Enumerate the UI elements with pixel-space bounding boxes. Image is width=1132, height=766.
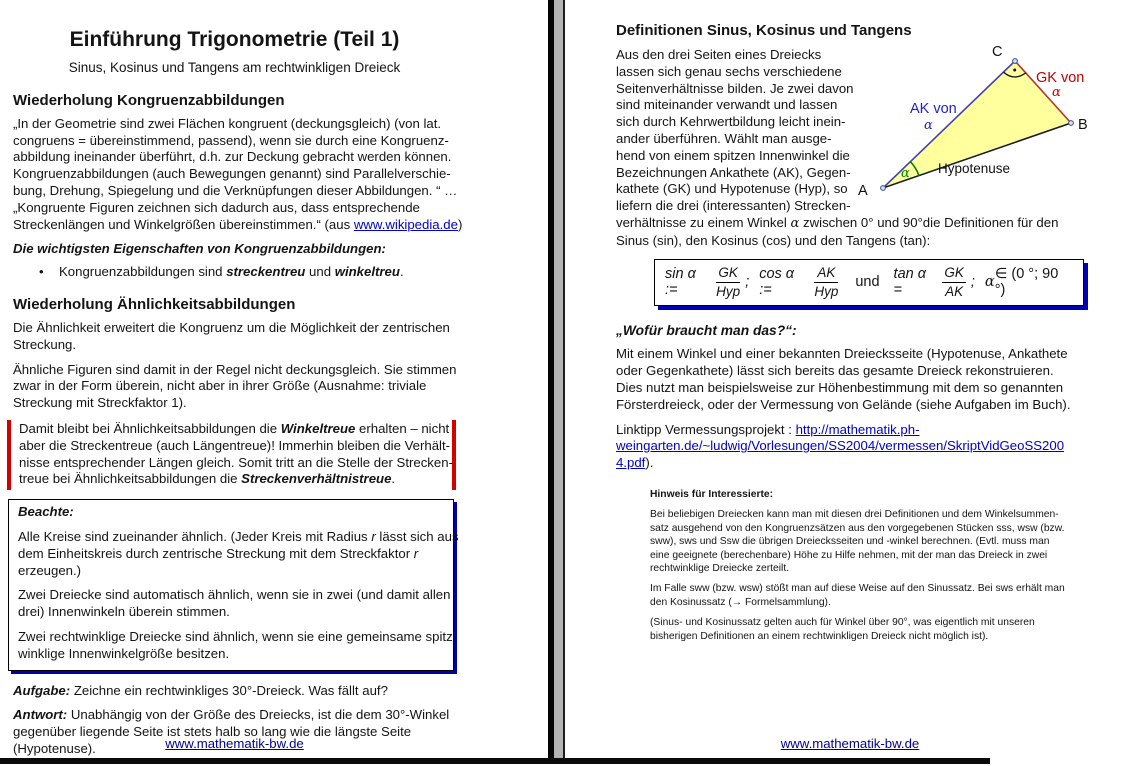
text-line: congruens = übereinstimmend, passend), wenn sie durch eine Kongruenz- <box>13 132 449 148</box>
text-line: Seitenverhältnisse bilden. Je zwei davon <box>616 80 854 96</box>
heading-kongruenzabbildungen: Wiederholung Kongruenzabbildungen <box>13 91 285 109</box>
red-box-seg: . <box>391 471 396 487</box>
text-line: Aus den drei Seiten eines Dreiecks <box>616 47 822 62</box>
bullet-text <box>59 264 404 281</box>
aehnlichkeit-paragraph-2 <box>13 362 456 412</box>
vertex-marker-b <box>1069 121 1074 126</box>
ak-alpha-symbol: α <box>924 118 933 133</box>
properties-heading: Die wichtigsten Eigenschaften von Kongruenzabbildungen: <box>13 241 386 257</box>
beachte-p1-line-3: erzeugen.) <box>18 562 82 578</box>
tan-denominator: AK <box>945 283 964 299</box>
hinweis-paragraph-2 <box>650 582 1084 609</box>
definitionen-intro <box>616 44 1088 250</box>
tan-numerator: GK <box>942 265 966 283</box>
text-line: rechtwinklige Dreiecke zerteilt. <box>650 562 790 574</box>
ak-label: AK von <box>910 101 957 117</box>
antwort-seg: Unabhängig von der Größe des Dreiecks, ist die dem 30°-Winkel <box>67 707 450 723</box>
text-line: Die Ähnlichkeit erweitert die Kongruenz um die Möglichkeit der zentrischen <box>13 319 450 335</box>
sin-definition: sin α := <box>665 266 696 299</box>
linktipp-line-1 <box>616 422 1084 439</box>
text-line: liefern die drei (interessanten) Strecken- <box>616 198 851 214</box>
intro-full-line-1 <box>616 215 1084 233</box>
intro-seg: verhältnisse zu einem Winkel <box>616 214 791 230</box>
text-line: drei) Innenwinkeln überein stimmen. <box>18 604 230 620</box>
page-subtitle: Sinus, Kosinus und Tangens am rechtwinkligen Dreieck <box>68 60 401 75</box>
red-box-seg: Damit bleibt bei Ähnlichkeitsabbildungen die <box>19 420 281 436</box>
text-line: Zwei Dreiecke sind automatisch ähnlich, wenn sie in zwei (und damit allen <box>18 587 451 603</box>
text-line: sich durch Kehrwertbildung leicht inein- <box>616 114 846 130</box>
bullet-seg: . <box>399 264 404 280</box>
text-line: bisherigen Definitionen an einem rechtwinkligen Dreieck nicht möglich ist). <box>650 630 989 642</box>
cos-numerator: AK <box>814 265 838 283</box>
vertex-label-c: C <box>992 44 1003 60</box>
cos-definition: cos α := <box>759 266 795 299</box>
text-line: Bezeichnungen Ankathete (AK), Gegen- <box>616 164 851 180</box>
gk-label: GK von <box>1036 70 1085 86</box>
beachte-p1-line-1 <box>18 528 459 546</box>
mathematik-bw-link[interactable]: www.mathematik-bw.de <box>780 736 920 752</box>
left-page-footer <box>13 736 456 753</box>
linktipp-line-2 <box>616 438 1084 455</box>
red-box-line-4 <box>19 471 448 488</box>
text-line: lassen sich genau sechs verschiedene <box>616 63 842 79</box>
text-line: Dies nutzt man beispielsweise zur Höhenbestimmung mit dem so genannten <box>616 379 1064 395</box>
text-line: eine geeignete (berechenbare) Höhe zu Hilfe nehmen, mit der man das Dreieck in zwei <box>650 549 1048 561</box>
vermessungsprojekt-link[interactable]: 4.pdf <box>616 455 646 471</box>
antwort-line-1 <box>13 707 456 724</box>
bullet-seg: und <box>305 264 335 280</box>
red-box-bold-streckenverhaeltnistreue: Streckenverhältnistreue <box>241 471 392 487</box>
aufgabe-text: Zeichne ein rechtwinkliges 30°-Dreieck. Was fällt auf? <box>70 682 388 698</box>
heading-definitionen: Definitionen Sinus, Kosinus und Tangens <box>616 22 912 39</box>
beachte-box <box>8 499 459 670</box>
cos-denominator: Hyp <box>814 283 839 299</box>
sin-numerator: GK <box>716 265 740 283</box>
tan-definition: tan α = <box>893 266 927 299</box>
bullet-bold-winkeltreu: winkeltreu <box>334 264 400 280</box>
wikipedia-link[interactable]: www.wikipedia.de <box>353 216 458 232</box>
beachte-italic-r: r <box>371 528 376 544</box>
aufgabe-label: Aufgabe: <box>13 682 71 698</box>
text-line: ander überführen. Wählt man ausge- <box>616 130 832 146</box>
text-line: den Kosinussatz (→ Formelsammlung). <box>650 596 831 608</box>
page-divider-thin-line <box>563 0 565 764</box>
linktipp-line-3 <box>616 455 1084 472</box>
text-line: sind miteinander verwandt und lassen <box>616 97 838 113</box>
quote-text-close: ) <box>457 216 463 232</box>
beachte-p1-line-2 <box>18 546 444 563</box>
domain-alpha: α <box>984 274 995 291</box>
vermessungsprojekt-link[interactable]: weingarten.de/~ludwig/Vorlesungen/SS2004/vermessen/SkriptVidGeoSS200 <box>616 438 1065 454</box>
beachte-heading: Beachte: <box>18 504 74 520</box>
intro-seg: zwischen 0° und 90°die Definitionen für den <box>799 214 1059 230</box>
hinweis-paragraph-1 <box>650 508 1084 575</box>
page-divider-gray-gap <box>554 0 563 764</box>
right-page <box>616 0 1088 650</box>
text-line: abbildung ineinander überführt, d.h. zur Deckung gebracht werden können. <box>13 149 452 165</box>
hypotenuse-label: Hypotenuse <box>938 161 1011 176</box>
vertex-label-a: A <box>858 183 868 199</box>
text-line: „In der Geometrie sind zwei Flächen kongruent (deckungsgleich) (von lat. <box>13 115 442 131</box>
vermessungsprojekt-link[interactable]: http://mathematik.ph- <box>795 421 920 437</box>
linktipp-suffix: ). <box>645 455 654 471</box>
domain-interval: ∈ (0 °; 90 °) <box>994 266 1059 299</box>
antwort-label: Antwort: <box>13 707 68 723</box>
text-line: bung, Drehung, Spiegelung und die Verknüpfungen dieser Abbildungen. “ … <box>13 182 458 198</box>
text-line: satz ausgehend von den Kongruenzsätzen aus den vorgegebenen Stücken sss, wsw (bzw. <box>650 522 1065 534</box>
text-line: Zwei rechtwinklige Dreiecke sind ähnlich, wenn sie eine gemeinsame spitz- <box>18 628 458 644</box>
tan-fraction <box>942 265 966 300</box>
text-line: hend von einem spitzen Innenwinkel die <box>616 147 850 163</box>
right-page-footer <box>616 736 1084 753</box>
triangle-diagram <box>846 39 1102 203</box>
red-box-line-2: aber die Streckentreue (auch Längentreue)! Immerhin bleiben die Verhält- <box>19 437 451 453</box>
beachte-seg: dem Einheitskreis durch zentrische Streckung mit dem Streckfaktor <box>18 545 414 561</box>
text-line: Mit einem Winkel und einer bekannten Dreiecksseite (Hypotenuse, Ankathete <box>616 346 1068 362</box>
bullet-seg: Kongruenzabbildungen sind <box>59 264 227 280</box>
sin-denominator: Hyp <box>716 283 741 299</box>
text-line: oder Gegenkathete) lässt sich bereits das gesamte Dreieck rekonstruieren. <box>616 363 1054 379</box>
gk-alpha-symbol: α <box>1052 85 1061 100</box>
text-line: sww), sws und Ssw die übrigen Dreiecksseiten und -winkel berechnen. (Evtl. muss man <box>650 536 1050 548</box>
vertex-marker-c <box>1013 59 1018 64</box>
hinweis-heading: Hinweis für Interessierte: <box>650 488 774 500</box>
antwort-line-2: gegenüber liegende Seite ist stets halb so lang wie die längste Seite <box>13 724 412 740</box>
text-line: Streckung. <box>13 336 77 352</box>
text-line: Streckung mit Streckfaktor 1). <box>13 395 187 411</box>
linktipp-paragraph <box>616 422 1084 472</box>
wofuer-paragraph <box>616 346 1084 413</box>
separator: ; <box>745 274 750 291</box>
text-line: (Sinus- und Kosinussatz gelten auch für Winkel über 90°, was eigentlich mit unseren <box>650 617 1035 629</box>
linktipp-prefix: Linktipp Vermessungsprojekt : <box>616 421 796 437</box>
red-box-seg: erhalten – nicht <box>355 420 450 436</box>
beachte-paragraph-1 <box>18 528 459 579</box>
kongruenz-quote-last-line <box>13 216 463 234</box>
aufgabe-paragraph <box>13 683 456 700</box>
text-line: kathete (GK) und Hypotenuse (Hyp), so <box>616 181 848 197</box>
wofuer-heading: „Wofür braucht man das?“: <box>616 322 797 338</box>
red-box-line-3: nisse entsprechender Längen gleich. Somit tritt an die Stelle der Strecken- <box>19 454 453 470</box>
beachte-seg: Alle Kreise sind zueinander ähnlich. (Jeder Kreis mit Radius <box>18 528 372 544</box>
text-line: „Kongruente Figuren zeichnen sich dadurch aus, dass entsprechende <box>13 199 420 215</box>
text-line: winklige Innenwinkelgröße besitzen. <box>18 645 230 661</box>
beachte-paragraph-2 <box>18 587 451 621</box>
page-title: Einführung Trigonometrie (Teil 1) <box>69 28 400 51</box>
hinweis-block <box>650 488 1084 643</box>
kongruenz-quote-paragraph <box>13 115 463 234</box>
antwort-line-3: (Hypotenuse). <box>13 740 96 756</box>
right-angle-dot <box>1013 69 1016 72</box>
und-conjunction: und <box>855 274 880 291</box>
beachte-italic-r: r <box>413 545 419 561</box>
text-line: Im Falle sww (bzw. wsw) stößt man auf diese Weise auf den Sinussatz. Bei sws erhält man <box>650 583 1065 595</box>
bullet-bold-streckentreu: streckentreu <box>226 264 306 280</box>
angle-alpha-label: α <box>901 166 910 181</box>
vertex-marker-a <box>881 186 886 191</box>
bullet-icon: • <box>39 264 44 280</box>
text-line: zwar in der Form überein, nicht aber in ihrer Größe (Ausnahme: triviale <box>13 378 427 394</box>
separator: ; <box>970 274 975 291</box>
aehnlichkeit-paragraph-1 <box>13 320 456 354</box>
cos-fraction <box>814 265 838 300</box>
red-highlight-box <box>7 420 456 490</box>
triangle-figure <box>846 39 1102 203</box>
hinweis-paragraph-3 <box>650 616 1084 643</box>
quote-text: Streckenlängen und Winkelgrößen übereinstimmen.“ (aus <box>13 216 354 232</box>
beachte-seg: lässt sich aus <box>375 528 459 544</box>
vertex-label-b: B <box>1078 117 1088 133</box>
sin-fraction <box>716 265 740 300</box>
intro-full-line-2: Sinus (sin), den Kosinus (cos) und den Tangens (tan): <box>616 232 931 248</box>
text-line: Kongruenzabbildungen (auch Bewegungen genannt) sind Parallelverschie- <box>13 166 451 182</box>
mathematik-bw-link[interactable]: www.mathematik-bw.de <box>165 736 304 752</box>
red-box-seg: treue bei Ähnlichkeitsabbildungen die <box>19 471 242 487</box>
text-line: Ähnliche Figuren sind damit in der Regel nicht deckungsgleich. Sie stimmen <box>13 361 457 377</box>
text-line: Bei beliebigen Dreiecken kann man mit diesen drei Definitionen und dem Winkelsummen- <box>650 509 1059 521</box>
alpha-symbol: α <box>790 215 800 231</box>
bullet-item <box>13 264 456 281</box>
text-line: Försterdreieck, oder der Vermessung von Gelände (siehe Aufgaben im Buch). <box>616 396 1071 412</box>
heading-aehnlichkeitsabbildungen: Wiederholung Ähnlichkeitsabbildungen <box>13 295 296 313</box>
red-box-bold-winkeltreue: Winkeltreue <box>280 420 356 436</box>
red-box-line-1 <box>19 421 448 438</box>
beachte-paragraph-3 <box>18 628 458 663</box>
left-page <box>13 0 463 766</box>
definition-formula-box <box>654 259 1084 306</box>
